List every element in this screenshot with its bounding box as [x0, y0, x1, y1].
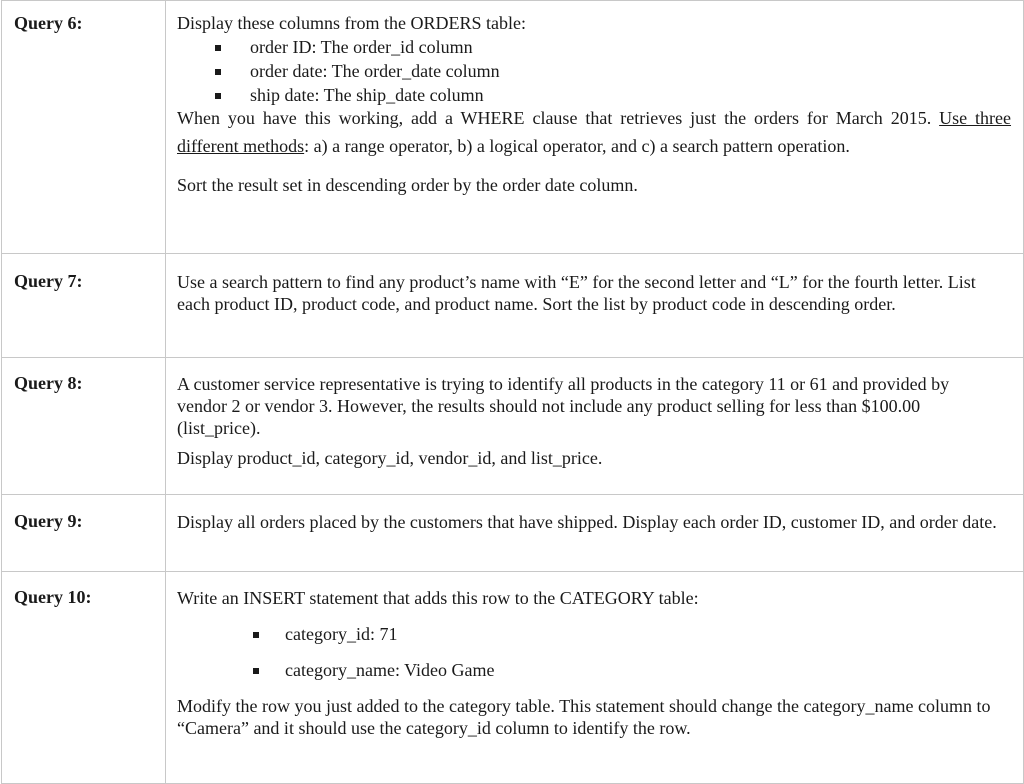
list-item-text: category_name: Video Game	[285, 660, 495, 680]
query-row-8	[2, 358, 1023, 495]
list-item	[177, 84, 1011, 108]
column-divider	[165, 1, 166, 253]
column-divider	[165, 358, 166, 494]
sort-instruction: Sort the result set in descending order by the order date column.	[177, 175, 638, 195]
query-content	[177, 373, 983, 469]
instructions-text: When you have this working, add a WHERE clause that retrieves just the orders for March 2015.	[177, 108, 940, 128]
bullet-icon	[215, 45, 221, 51]
underlined-text: Use three different methods	[177, 108, 1012, 156]
query-content	[177, 511, 1011, 533]
bullet-icon	[215, 69, 221, 75]
list-item-text: order ID: The order_id column	[250, 37, 473, 57]
query-row-6	[2, 0, 1023, 254]
query-table	[1, 0, 1024, 784]
query-label: Query 9:	[14, 511, 83, 531]
bullet-icon	[253, 668, 259, 674]
column-divider	[165, 572, 166, 783]
list-item	[177, 60, 1011, 84]
query-instructions	[177, 104, 1011, 160]
row-values-list	[177, 623, 1011, 695]
column-divider	[165, 254, 166, 357]
list-item	[177, 36, 1011, 60]
list-item	[177, 623, 1011, 659]
query-label: Query 7:	[14, 271, 83, 291]
query-text: Use a search pattern to find any product’s name with “E” for the second letter and “L” for the fourth letter. List each product ID, product code, and product name. Sort the list by product code in descending order.	[177, 272, 976, 314]
bullet-icon	[215, 93, 221, 99]
list-item-text: order date: The order_date column	[250, 61, 500, 81]
instructions-text: : a) a range operator, b) a logical operator, and c) a search pattern operation.	[304, 136, 850, 156]
query-row-10	[2, 572, 1023, 784]
query-text: A customer service representative is trying to identify all products in the category 11 or 61 and provided by vendor 2 or vendor 3. However, the results should not include any product selling for less than $100.00 (list_price).	[177, 374, 950, 438]
query-row-7	[2, 254, 1023, 358]
query-label: Query 10:	[14, 587, 92, 607]
query-intro: Display these columns from the ORDERS table:	[177, 13, 526, 33]
query-label: Query 8:	[14, 373, 83, 393]
query-label: Query 6:	[14, 13, 83, 33]
query-content	[177, 12, 1011, 196]
query-row-9	[2, 495, 1023, 572]
list-item-text: ship date: The ship_date column	[250, 85, 484, 105]
query-text: Display all orders placed by the customers that have shipped. Display each order ID, customer ID, and order date.	[177, 512, 997, 532]
query-content	[177, 587, 1011, 739]
query-text: Modify the row you just added to the category table. This statement should change the category_name column to “Camera” and it should use the category_id column to identify the row.	[177, 696, 991, 738]
column-list	[177, 36, 1011, 108]
list-item-text: category_id: 71	[285, 624, 398, 644]
column-divider	[165, 495, 166, 571]
query-text-secondary: Display product_id, category_id, vendor_id, and list_price.	[177, 448, 603, 468]
bullet-icon	[253, 632, 259, 638]
query-content	[177, 271, 983, 315]
query-intro: Write an INSERT statement that adds this row to the CATEGORY table:	[177, 588, 699, 608]
list-item	[177, 659, 1011, 695]
